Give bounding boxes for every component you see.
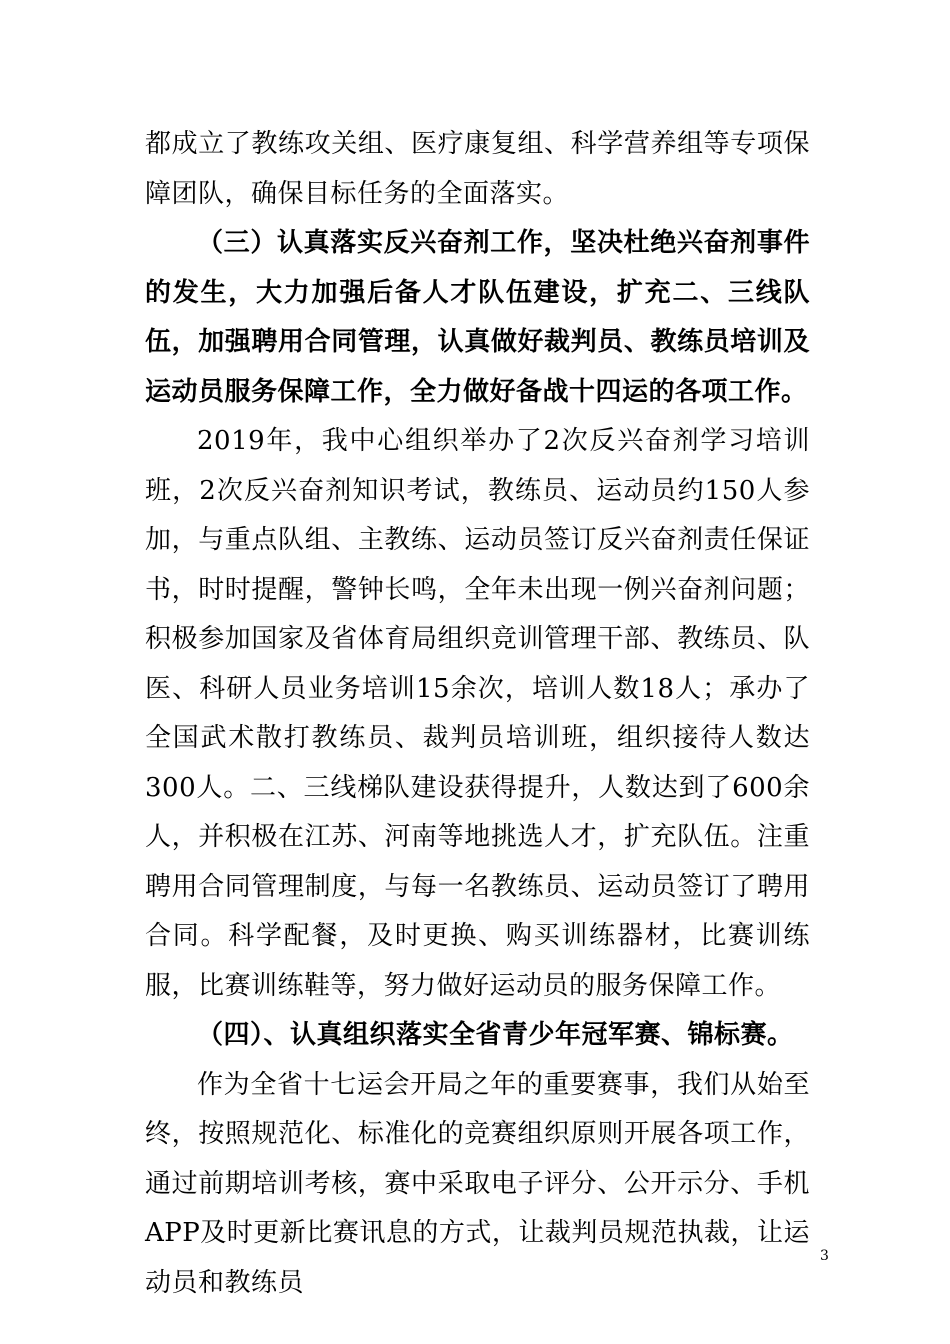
paragraph-anti-doping: 2019年，我中心组织举办了2次反兴奋剂学习培训班，2次反兴奋剂知识考试，教练员、运动员约150人参加，与重点队组、主教练、运动员签订反兴奋剂责任保证书，时时提醒，警钟长鸣，全年未出现一例兴奋剂问题；积极参加国家及省体育局组织竞训管理干部、教练员、队医、科研人员业务培训15余次，培训人数18人；承办了全国武术散打教练员、裁判员培训班，组织接待人数达300人。二、三线梯队建设获得提升，人数达到了600余人，并积极在江苏、河南等地挑选人才，扩充队伍。注重聘用合同管理制度，与每一名教练员、运动员签订了聘用合同。科学配餐，及时更换、购买训练器材，比赛训练服，比赛训练鞋等，努力做好运动员的服务保障工作。 [145, 426, 810, 1001]
paragraph-competition: 作为全省十七运会开局之年的重要赛事，我们从始至终，按照规范化、标准化的竞赛组织原则开展各项工作，通过前期培训考核，赛中采取电子评分、公开示分、手机APP及时更新比赛讯息的方式，让裁判员规范执裁，让运动员和教练员 [145, 1069, 810, 1298]
section-heading-4: （四）、认真组织落实全省青少年冠军赛、锦标赛。 [197, 1020, 794, 1050]
page-number: 3 [820, 1248, 829, 1264]
section-heading-3: （三）认真落实反兴奋剂工作，坚决杜绝兴奋剂事件的发生，大力加强后备人才队伍建设，扩充二、三线队伍，加强聘用合同管理，认真做好裁判员、教练员培训及运动员服务保障工作，全力做好备战十四运的各项工作。 [145, 228, 810, 407]
document-body [145, 120, 810, 1308]
paragraph-intro-continuation: 都成立了教练攻关组、医疗康复组、科学营养组等专项保障团队，确保目标任务的全面落实。 [145, 129, 810, 209]
